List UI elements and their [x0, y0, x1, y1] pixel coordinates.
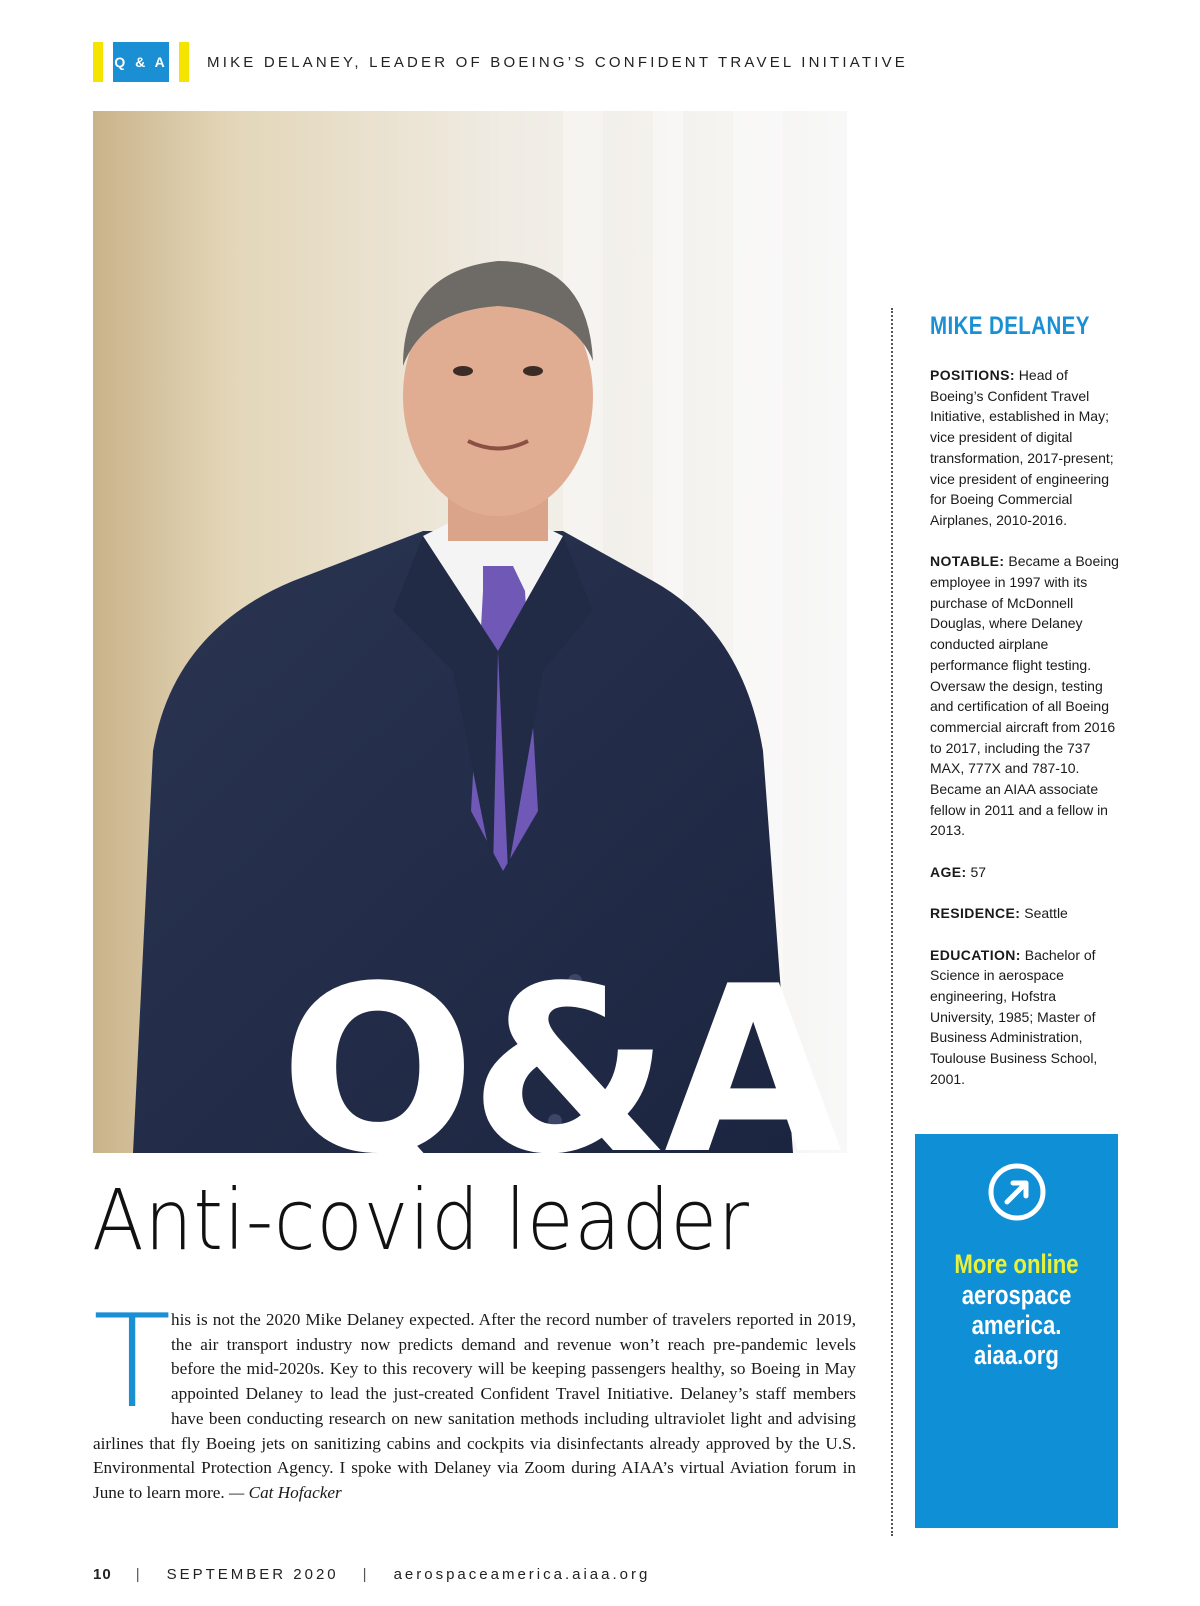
- notable-text: Became a Boeing employee in 1997 with its purchase of McDonnell Douglas, where Delaney conducted airplane performance flight testing. Oversaw the design, testing and certification of all Boeing commercial aircraft from 2016 to 2017, including the 737 MAX, 777X and 787-10. Became an AIAA associate fellow in 2011 and a fellow in 2013.: [930, 553, 1119, 839]
- age-label: AGE:: [930, 863, 967, 880]
- section-header: [93, 42, 908, 82]
- notable-label: NOTABLE:: [930, 553, 1005, 570]
- education-label: EDUCATION:: [930, 946, 1021, 963]
- header-title: MIKE DELANEY, LEADER OF BOEING’S CONFIDENT TRAVEL INITIATIVE: [207, 53, 909, 71]
- byline: — Cat Hofacker: [229, 1482, 342, 1502]
- profile-residence: [930, 903, 1120, 924]
- header-yellow-bar-left: [93, 42, 103, 82]
- profile-education: [930, 945, 1120, 1090]
- qa-overlay-text: [280, 938, 880, 1205]
- arrow-circle-icon: [915, 1162, 1118, 1227]
- headline: Anti-covid leader: [92, 1171, 750, 1269]
- more-online-box[interactable]: [915, 1134, 1118, 1528]
- dropcap: T: [93, 1288, 172, 1437]
- more-online-label: More online: [954, 1249, 1079, 1279]
- more-online-link-line3[interactable]: aiaa.org: [974, 1340, 1059, 1370]
- page-number: 10: [93, 1566, 112, 1583]
- footer-separator: |: [362, 1566, 370, 1583]
- section-tag: Q & A: [113, 42, 169, 82]
- profile-notable: [930, 551, 1120, 841]
- header-yellow-bar-right: [179, 42, 189, 82]
- residence-label: RESIDENCE:: [930, 905, 1021, 922]
- footer-separator: |: [135, 1566, 143, 1583]
- education-text: Bachelor of Science in aerospace engineering, Hofstra University, 1985; Master of Business Administration, Toulouse Business School, 2001.: [930, 946, 1098, 1087]
- footer-url[interactable]: aerospaceamerica.aiaa.org: [393, 1566, 651, 1583]
- profile-positions: [930, 365, 1120, 531]
- article-intro: [93, 1288, 856, 1506]
- more-online-link-line2[interactable]: america.: [971, 1310, 1062, 1340]
- profile-age: [930, 862, 1120, 883]
- intro-text: his is not the 2020 Mike Delaney expected. After the record number of travelers reported in 2019, the air transport industry now predicts demand and revenue won’t reach pre-pandemic levels before the mid-2020s. Key to this recovery will be keeping passengers healthy, so Boeing in May appointed Delaney to lead the just-created Confident Travel Initiative. Delaney’s staff members have been conducting research on new sanitation methods including ultraviolet light and advising airlines that fly Boeing jets on sanitizing cabins and cockpits via disinfectants already approved by the U.S. Environmental Protection Agency. I spoke with Delaney via Zoom during AIAA’s virtual Aviation forum in June to learn more.: [93, 1310, 856, 1502]
- profile-name: MIKE DELANEY: [930, 312, 1090, 340]
- positions-text: Head of Boeing’s Confident Travel Initiative, established in May; vice president of digital transformation, 2017-present; vice president of engineering for Boeing Commercial Airplanes, 2010-2016.: [930, 367, 1114, 528]
- qa-overlay-label: Q&A: [280, 938, 837, 1205]
- profile-sidebar: [930, 312, 1120, 1110]
- more-online-link-line1[interactable]: aerospace: [961, 1280, 1072, 1310]
- age-value: 57: [970, 863, 987, 880]
- page-footer: [93, 1566, 650, 1583]
- residence-value: Seattle: [1024, 905, 1068, 922]
- column-divider: [891, 308, 893, 1536]
- positions-label: POSITIONS:: [930, 367, 1015, 383]
- issue-date: SEPTEMBER 2020: [166, 1566, 339, 1583]
